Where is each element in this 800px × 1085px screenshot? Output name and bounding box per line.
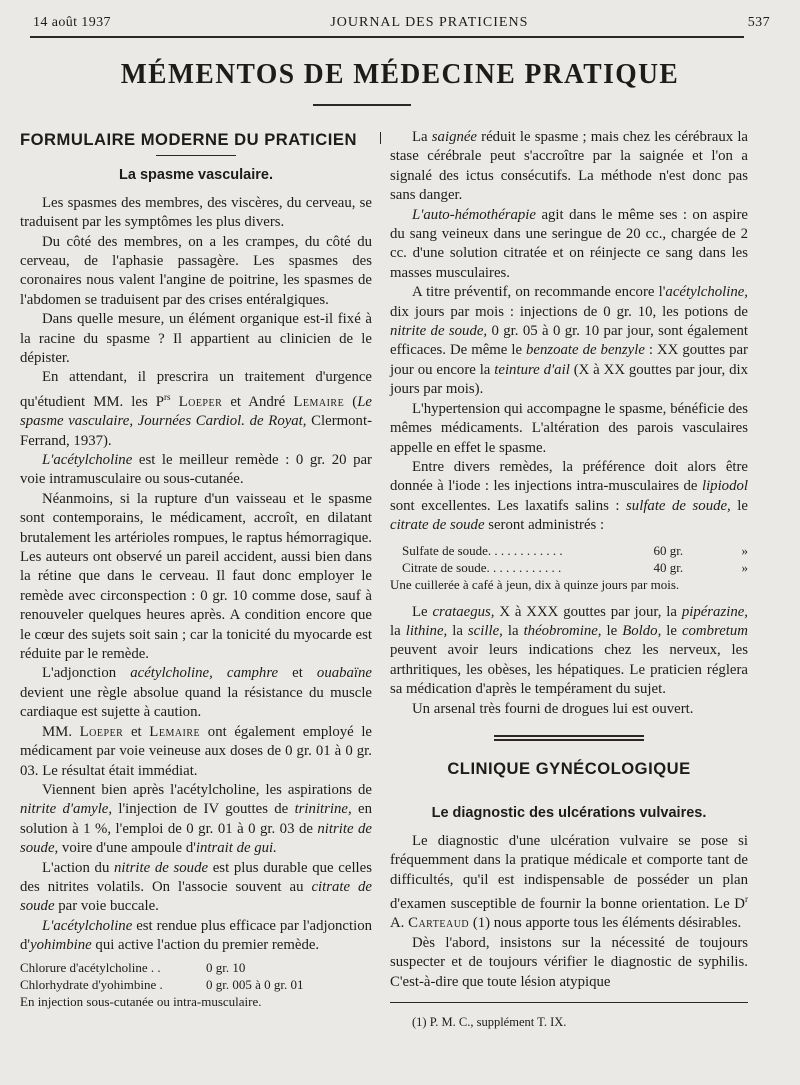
paragraph: Entre divers remèdes, la préférence doit alors être donnée à l'iode : les injections intra-musculaires de lipiodol sont excellentes. Les laxatifs salins : sulfate de soude, le citrate de soude seront administrés : [390,458,748,534]
issue-date: 14 août 1937 [33,15,111,30]
article-title-spasme: La spasme vasculaire. [119,167,273,184]
section-rule [156,155,236,156]
journal-name: JOURNAL DES PRATICIENS [330,15,529,30]
article-title-ulcerations: Le diagnostic des ulcérations vulvaires. [431,805,707,822]
paragraph: En attendant, il prescrira un traitement d'urgence qu'étudient MM. les $P^{rs}$ Loeper et André Lemaire (Le spasme vasculaire, Journées Cardiol. de Royat, Clermont-Ferrand, 1937). [20,369,372,449]
title-underline [313,104,411,106]
prescription-block [20,959,372,1010]
footnote-rule [390,1002,748,1003]
prescription-block [390,542,748,593]
prescription-note: En injection sous-cutanée ou intra-musculaire. [20,993,262,1009]
section-separator [494,735,644,741]
paragraph: A titre préventif, on recommande encore l'acétylcholine, dix jours par mois : injections de 0 gr. 10, les potions de nitrite de soude, 0 gr. 05 à 0 gr. 10 par jour, sont également efficaces. De même le benzoate de benzyle : XX gouttes par jour ou encore la teinture d'ail (X à XX gouttes par jour, dix jours par mois). [390,284,749,398]
prescription-row: Chlorure d'acétylcholine . . 0 gr. 10 [20,959,246,975]
left-column [20,130,372,1015]
footnote: (1) P. M. C., supplément T. IX. [412,1014,567,1029]
paragraph: L'acétylcholine est rendue plus efficace par l'adjonction d'yohimbine qui active l'action du premier remède. [20,917,372,954]
prescription-row: Citrate de soude. . . . . . . . . . . . 40 gr. » [402,559,748,575]
section-title-gynecologique: CLINIQUE GYNÉCOLOGIQUE [447,758,691,778]
paragraph: L'action du nitrite de soude est plus durable que celles des nitrites volatils. On l'associe souvent au citrate de soude par voie buccale. [20,859,372,915]
right-column [390,128,748,1032]
paragraph: Dès l'abord, insistons sur la nécessité de toujours suspecter et de toujours vérifier le diagnostic de syphilis. C'est-à-dire que toute lésion atypique [390,934,748,990]
column-divider-mark [380,132,381,144]
page-number: 537 [747,15,770,30]
paragraph: Viennent bien après l'acétylcholine, les aspirations de nitrite d'amyle, l'injection de IV gouttes de trinitrine, en solution à 1 %, l'emploi de 0 gr. 01 à 0 gr. 03 de nitrite de soude, voire d'une ampoule d'intrait de gui. [20,781,372,857]
prescription-row: Chlorhydrate d'yohimbine . 0 gr. 005 à 0 gr. 01 [20,976,304,992]
page-header [33,15,770,37]
paragraph: Dans quelle mesure, un élément organique est-il fixé à la racine du spasme ? Il appartient au clinicien de le dépister. [20,311,372,367]
prescription-note: Une cuillerée à café à jeun, dix à quinze jours par mois. [390,576,680,592]
paragraph: Les spasmes des membres, des viscères, du cerveau, se traduisent par les symptômes les plus divers. [20,194,372,231]
paragraph: L'adjonction acétylcholine, camphre et ouabaïne devient une règle absolue quand la résistance du muscle cardiaque est sujette à caution. [20,665,372,721]
paragraph: Le diagnostic d'une ulcération vulvaire se pose si fréquemment dans la pratique médicale et comporte tant de difficultés, qu'il est indispensable de posséder un plan d'examen susceptible de fournir la bonne orientation. Le $D^r$ A. Carteaud (1) nous apporte tous les éléments désirables. [390,832,748,932]
paragraph: La saignée réduit le spasme ; mais chez les cérébraux la stase cérébrale peut s'accroître par la saignée et l'on a signalé des ictus consécutifs. La méthode n'est donc pas sans danger. [390,129,748,204]
paragraph: L'acétylcholine est le meilleur remède : 0 gr. 20 par voie intramusculaire ou sous-cutanée. [20,452,372,488]
paragraph: Le crataegus, X à XXX gouttes par jour, la pipérazine, la lithine, la scille, la théobromine, le Boldo, le combretum peuvent avoir leurs indications chez les nerveux, les arthritiques, les obèses, les hépatiques. Le praticien réglera sa médication d'après le tempérament du sujet. [390,603,748,698]
paragraph: L'hypertension qui accompagne le spasme, bénéficie des mêmes médicaments. L'altération des parois vasculaires appelle en effet le spasme. [390,400,748,456]
paragraph: L'auto-hémothérapie agit dans le même ses : on aspire du sang veineux dans une seringue de 20 cc., chargée de 2 cc. d'une solution citratée et on réinjecte ce sang dans les masses musculaires. [390,206,748,281]
paragraph: Un arsenal très fourni de drogues lui est ouvert. [412,700,694,717]
prescription-row: Sulfate de soude. . . . . . . . . . . . 60 gr. » [402,542,748,558]
paragraph: Néanmoins, si la rupture d'un vaisseau et le spasme sont contemporains, le médicament, accroît, en dilatant brutalement les artérioles rompues, le raptus hémorragique. Les auteurs ont observé un pareil accident, aussi bien dans la rétine que dans le cerveau. Il faut donc employer le remède avec circonspection : 0 gr. 10 comme dose, sauf à renouveler quelques heures après. A condition encore que le cœur des sujets soit sain ; car la tonicité du myocarde est réduite par le remède. [20,490,372,663]
section-title-formulaire: FORMULAIRE MODERNE DU PRATICIEN [20,130,357,149]
paragraph: MM. Loeper et Lemaire ont également employé le médicament par voie veineuse aux doses de 0 gr. 01 à 0 gr. 03. Le résultat était immédiat. [20,723,373,779]
page-title: MÉMENTOS DE MÉDECINE PRATIQUE [120,58,680,90]
paragraph: Du côté des membres, on a les crampes, du côté du cerveau, de l'aphasie passagère. Les spasmes des coronaires nous valent l'angine de poitrine, les spasmes de l'abdomen se traduisent par des crises entéralgiques. [20,233,372,308]
header-rule [30,36,744,38]
